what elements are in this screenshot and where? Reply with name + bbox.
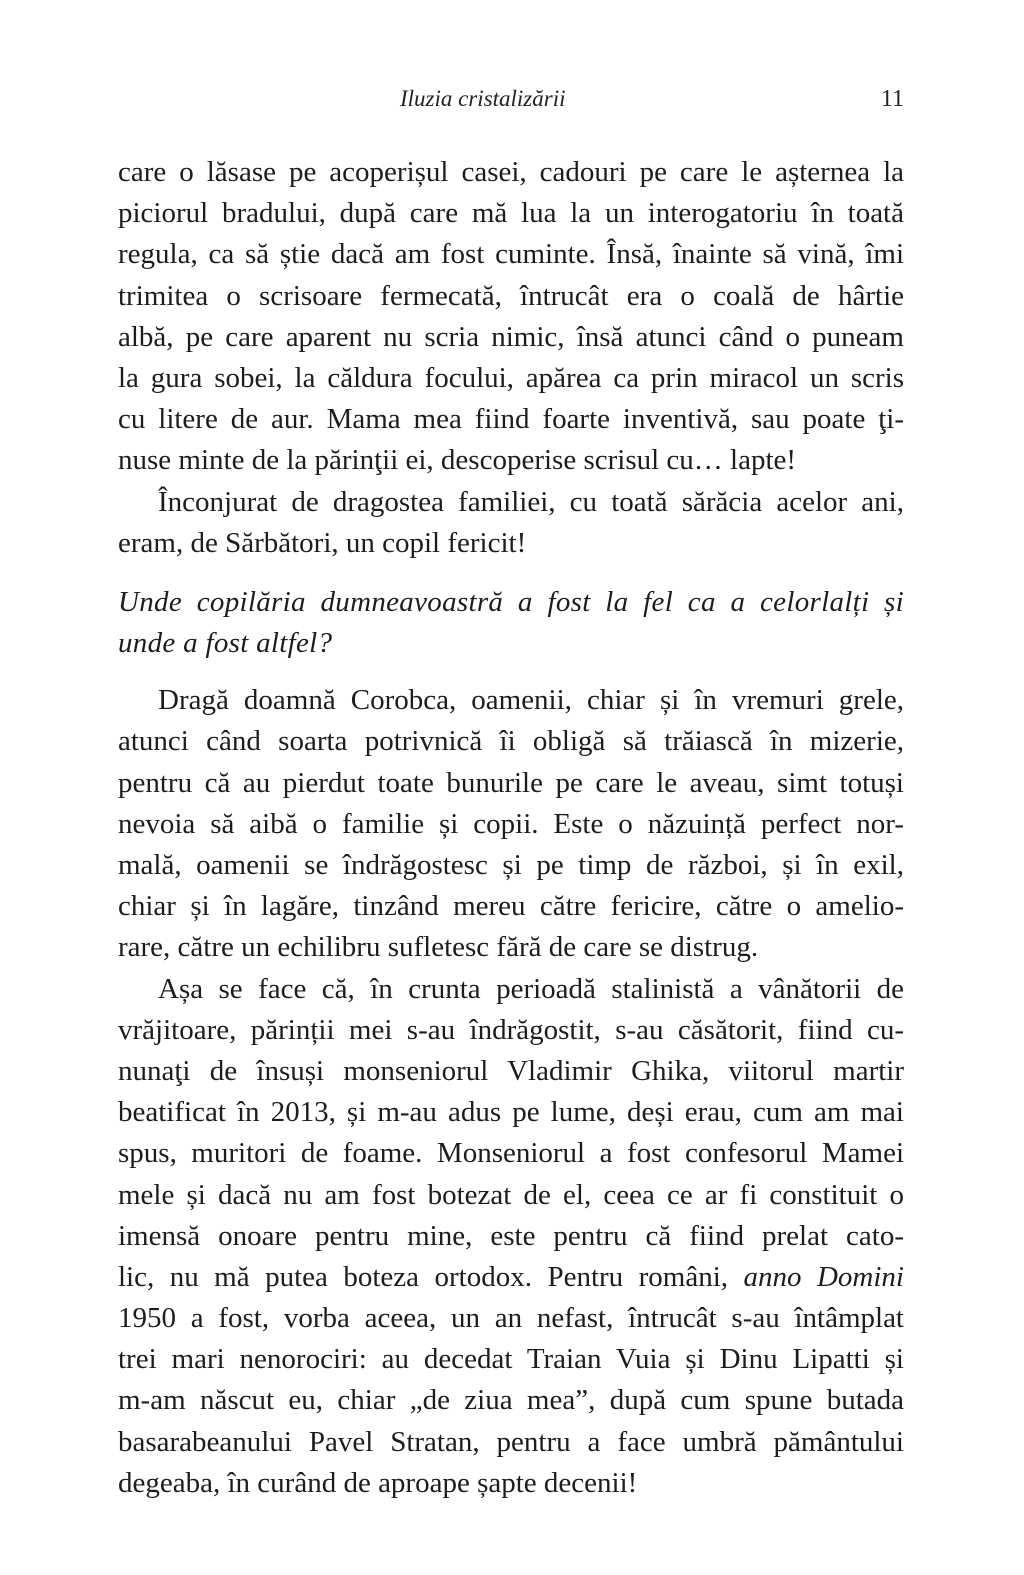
text-line: spus, muritori de foame. Monseniorul a fost confesorul Mamei: [118, 1137, 904, 1170]
text-run: lic, nu mă putea boteza ortodox. Pentru români,: [118, 1260, 744, 1293]
answer-paragraph: [118, 969, 904, 1504]
paragraph: [118, 482, 904, 564]
text-line: cu litere de aur. Mama mea fiind foarte inventivă, sau poate ţi-: [118, 403, 904, 436]
text-line: beatificat în 2013, și m-au adus pe lume, deși erau, cum am mai: [118, 1096, 904, 1129]
text-line: vrăjitoare, părinții mei s-au îndrăgostit, s-au căsătorit, fiind cu-: [118, 1013, 904, 1046]
text-line: nevoia să aibă o familie și copii. Este o năzuință perfect nor-: [118, 807, 904, 840]
text-line: chiar și în lagăre, tinzând mereu către fericire, către o amelio-: [118, 890, 904, 923]
text-line: m-am născut eu, chiar „de ziua mea”, după cum spune butada: [118, 1384, 904, 1417]
text-line: care o lăsase pe acoperișul casei, cadouri pe care le așternea la: [118, 156, 904, 188]
running-head-title: Iluzia cristalizării: [400, 86, 566, 111]
text-line-mixed: [118, 1257, 904, 1298]
text-line: pentru că au pierdut toate bunurile pe care le aveau, simt totuși: [118, 766, 904, 799]
page-number: 11: [880, 86, 904, 112]
text-line: trei mari nenorociri: au decedat Traian Vuia și Dinu Lipatti și: [118, 1343, 904, 1376]
text-line: atunci când soarta potrivnică îi obligă să trăiască în mizerie,: [118, 725, 904, 758]
interview-question: [118, 582, 904, 664]
text-line: 1950 a fost, vorba aceea, un an nefast, întrucât s-au întâmplat: [118, 1302, 904, 1335]
question-line: Unde copilăria dumneavoastră a fost la fel ca a celorlalți și: [118, 585, 904, 618]
spacer: [118, 664, 904, 680]
text-line: regula, ca să știe dacă am fost cuminte. Însă, înainte să vină, îmi: [118, 238, 904, 271]
text-line: nunaţi de însuși monseniorul Vladimir Ghika, viitorul martir: [118, 1054, 904, 1087]
italic-latin-phrase: anno Domini: [743, 1260, 904, 1293]
text-line: Înconjurat de dragostea familiei, cu toată sărăcia acelor ani,: [158, 485, 904, 518]
text-line: la gura sobei, la căldura focului, apărea ca prin miracol un scris: [118, 361, 904, 394]
text-line: imensă onoare pentru mine, este pentru că fiind prelat cato-: [118, 1219, 904, 1252]
text-line: eram, de Sărbători, un copil fericit!: [118, 526, 527, 559]
spacer: [118, 564, 904, 582]
body-text: [118, 152, 904, 1504]
text-line: piciorul bradului, după care mă lua la un interogatoriu în toată: [118, 197, 904, 230]
text-line: Așa se face că, în crunta perioadă stalinistă a vânătorii de: [158, 972, 904, 1005]
text-line: basarabeanului Pavel Stratan, pentru a face umbră pământului: [118, 1425, 904, 1458]
text-line: mele și dacă nu am fost botezat de el, ceea ce ar fi constituit o: [118, 1178, 904, 1211]
text-line: albă, pe care aparent nu scria nimic, însă atunci când o puneam: [118, 320, 904, 353]
text-line: rare, către un echilibru sufletesc fără de care se distrug.: [118, 931, 759, 964]
text-line: nuse minte de la părinţii ei, descoperise scrisul cu… lapte!: [118, 444, 797, 477]
paragraph-continued: [118, 152, 904, 482]
text-line: Dragă doamnă Corobca, oamenii, chiar și în vremuri grele,: [158, 684, 904, 717]
question-line: unde a fost altfel?: [118, 627, 333, 660]
text-line: trimitea o scrisoare fermecată, întrucât era o coală de hârtie: [118, 279, 904, 312]
text-line: mală, oamenii se îndrăgostesc și pe timp de război, și în exil,: [118, 849, 904, 881]
answer-paragraph: [118, 680, 904, 968]
text-line: degeaba, în curând de aproape șapte decenii!: [118, 1466, 638, 1499]
